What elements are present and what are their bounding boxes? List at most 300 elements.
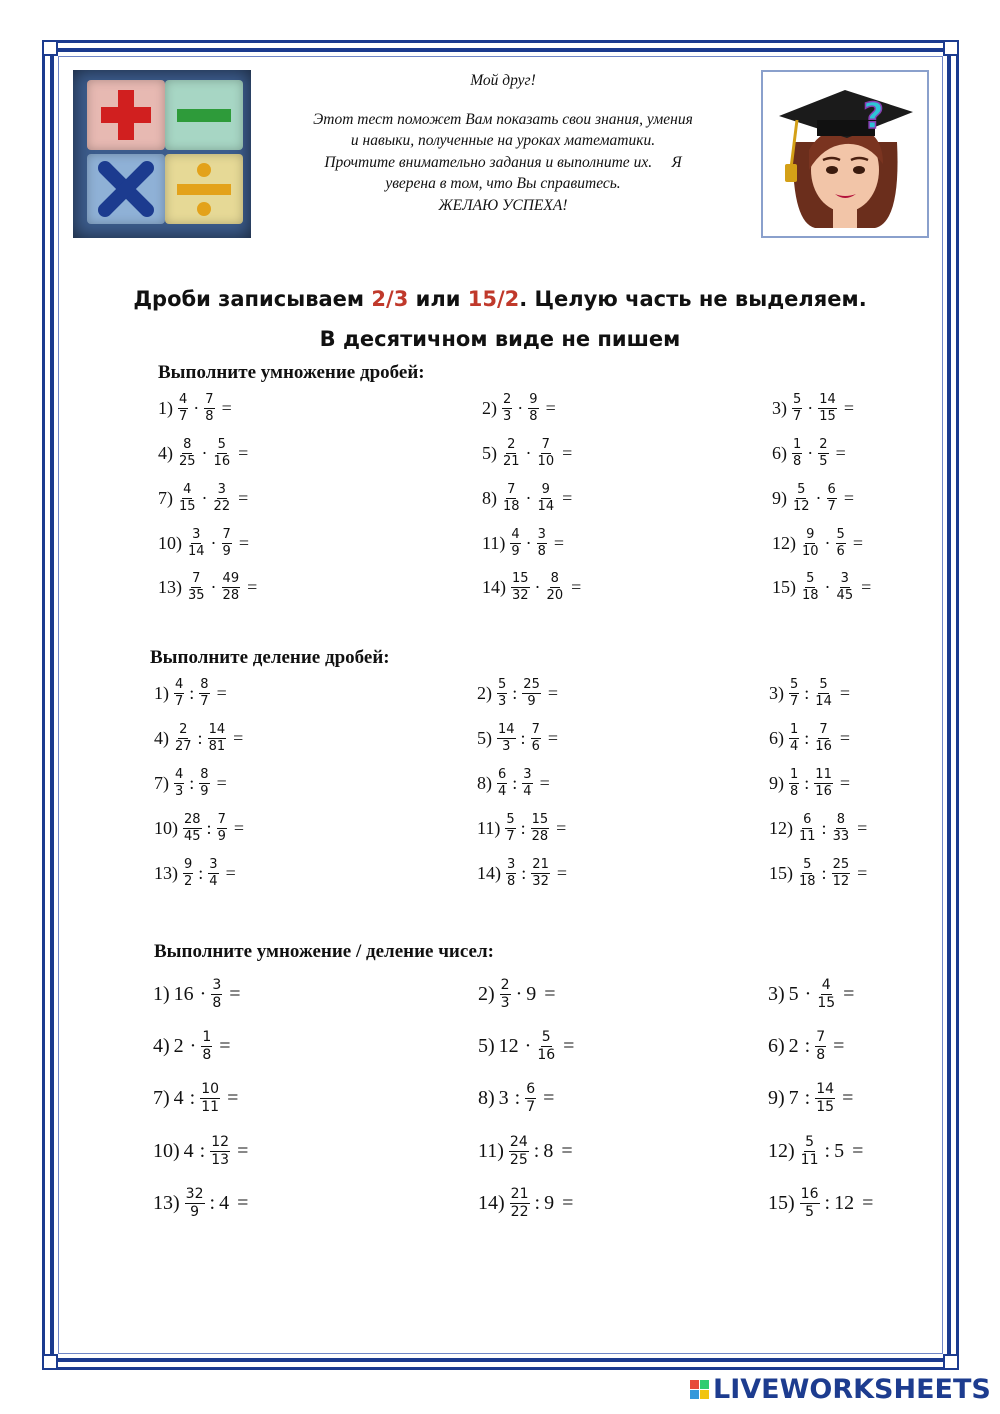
denominator: 14: [188, 544, 205, 559]
denominator: 6: [836, 544, 845, 559]
multiply-operator: ·: [525, 488, 532, 508]
multiply-operator: ·: [517, 398, 524, 418]
numerator: 5: [790, 677, 799, 692]
exercise-problem: [478, 1135, 573, 1168]
multiply-operator: ·: [199, 983, 207, 1005]
plus-icon: [87, 80, 165, 150]
whole-number: 2: [788, 1035, 799, 1057]
denominator: 13: [211, 1152, 230, 1168]
fraction: [827, 483, 837, 514]
equals-sign: =: [563, 1035, 575, 1057]
denominator: 16: [213, 454, 231, 469]
times-tile: [87, 154, 165, 224]
fraction: [183, 813, 202, 844]
problem-number: 11): [477, 818, 501, 838]
fraction: [204, 393, 214, 424]
numerator: 9: [184, 857, 193, 872]
exercise-problem: [154, 858, 236, 889]
numerator: 5: [541, 1029, 551, 1045]
greeting-line: Прочтите внимательно задания и выполните их. Я: [324, 153, 682, 171]
problem-number: 15): [772, 577, 796, 597]
numerator: 21: [510, 1186, 529, 1202]
equals-sign: =: [556, 818, 567, 838]
fraction: [789, 723, 799, 754]
fraction: [211, 978, 222, 1011]
numerator: 5: [797, 482, 806, 497]
denominator: 81: [208, 739, 226, 754]
denominator: 32: [532, 874, 549, 889]
fraction: [836, 528, 846, 559]
fraction: [510, 1187, 530, 1220]
numerator: 8: [183, 437, 192, 452]
divide-operator: :: [199, 1140, 206, 1162]
numerator: 3: [212, 977, 222, 993]
whole-number: 2: [173, 1035, 184, 1057]
equals-sign: =: [227, 1087, 239, 1109]
divide-operator: :: [512, 683, 518, 703]
denominator: 22: [510, 1204, 529, 1220]
fraction: [789, 678, 799, 709]
problem-number: 10): [153, 1140, 180, 1162]
fraction: [798, 858, 817, 889]
numerator: 4: [179, 392, 188, 407]
greeting-line: уверена в том, что Вы справитесь.: [385, 175, 621, 192]
denominator: 8: [537, 544, 546, 559]
numerator: 6: [803, 812, 812, 827]
numerator: 1: [790, 722, 799, 737]
multiply-operator: ·: [525, 533, 532, 553]
teacher-avatar-icon: [763, 72, 927, 236]
divide-operator: :: [521, 863, 527, 883]
exercise-problem: [768, 1082, 853, 1115]
exercise-problem: [153, 1135, 248, 1168]
equals-sign: =: [539, 773, 550, 793]
fraction: [502, 438, 521, 469]
denominator: 7: [506, 829, 515, 844]
whole-number: 5: [788, 983, 799, 1005]
fraction: [217, 813, 227, 844]
exercise-problem: [769, 723, 850, 754]
problem-number: 5): [478, 1035, 495, 1057]
denominator: 9: [527, 694, 536, 709]
equals-sign: =: [229, 983, 241, 1005]
fraction: [201, 1030, 212, 1063]
numerator: 2: [179, 722, 188, 737]
equals-sign: =: [225, 863, 236, 883]
exercise-problem: [154, 768, 227, 799]
numerator: 4: [821, 977, 831, 993]
equals-sign: =: [233, 818, 244, 838]
numerator: 6: [526, 1081, 536, 1097]
fraction: [502, 393, 512, 424]
denominator: 5: [819, 454, 828, 469]
fraction: [816, 978, 836, 1011]
section-title-multiply-fractions: Выполните умножение дробей:: [158, 362, 425, 383]
fraction: [509, 1135, 529, 1168]
denominator: 2: [184, 874, 193, 889]
denominator: 28: [531, 829, 549, 844]
fraction: [815, 1030, 826, 1063]
numerator: 7: [819, 722, 828, 737]
greeting-line: ЖЕЛАЮ УСПЕХА!: [438, 196, 568, 214]
fraction: [208, 723, 227, 754]
equals-sign: =: [833, 1035, 845, 1057]
fraction: [208, 858, 218, 889]
exercise-problem: [482, 438, 572, 469]
problem-number: 14): [482, 577, 506, 597]
exercise-problem: [482, 483, 572, 514]
numerator: 9: [541, 482, 550, 497]
problem-number: 13): [153, 1192, 180, 1214]
numerator: 5: [803, 857, 812, 872]
exercise-problem: [477, 813, 566, 844]
fraction: [814, 723, 833, 754]
exercise-problem: [768, 978, 854, 1011]
numerator: 8: [836, 812, 845, 827]
problem-number: 8): [482, 488, 497, 508]
denominator: 8: [529, 409, 538, 424]
denominator: 3: [500, 995, 510, 1011]
divide-tile: [165, 154, 243, 224]
problem-number: 11): [482, 533, 506, 553]
problem-number: 6): [769, 728, 784, 748]
exercise-problem: [478, 978, 556, 1011]
exercise-problem: [772, 572, 871, 603]
denominator: 9: [190, 1204, 200, 1220]
liveworksheets-logo-icon: [690, 1380, 709, 1399]
denominator: 10: [802, 544, 819, 559]
divide-operator: :: [824, 1140, 831, 1162]
numerator: 5: [498, 677, 507, 692]
denominator: 7: [179, 409, 188, 424]
problem-number: 14): [477, 863, 501, 883]
greeting-line: Этот тест поможет Вам показать свои знания, умения: [313, 110, 693, 128]
fraction: [814, 678, 833, 709]
denominator: 7: [790, 694, 799, 709]
whole-number: 9: [544, 1192, 555, 1214]
fraction: [174, 678, 184, 709]
divide-operator: :: [189, 1087, 196, 1109]
fraction: [818, 438, 828, 469]
denominator: 45: [836, 588, 854, 603]
fraction: [789, 768, 799, 799]
fraction: [800, 1135, 820, 1168]
exercise-problem: [477, 858, 567, 889]
denominator: 3: [503, 409, 512, 424]
fraction: [213, 483, 232, 514]
numerator: 2: [819, 437, 828, 452]
problem-number: 13): [154, 863, 178, 883]
exercise-problem: [772, 393, 854, 424]
equals-sign: =: [839, 773, 850, 793]
multiply-operator: ·: [201, 443, 208, 463]
denominator: 15: [816, 1099, 835, 1115]
exercise-problem: [477, 678, 558, 709]
numerator: 14: [819, 392, 836, 407]
denominator: 15: [819, 409, 836, 424]
fraction: [185, 1187, 205, 1220]
fraction: [801, 528, 820, 559]
fraction: [174, 723, 193, 754]
instruction-line-1: [60, 287, 940, 311]
denominator: 21: [503, 454, 520, 469]
numerator: 7: [541, 437, 550, 452]
watermark-text: LIVEWORKSHEETS: [713, 1374, 991, 1405]
problem-number: 9): [772, 488, 787, 508]
equals-sign: =: [562, 1192, 574, 1214]
problem-number: 14): [478, 1192, 505, 1214]
problem-number: 4): [154, 728, 169, 748]
denominator: 3: [498, 694, 507, 709]
exercise-problem: [153, 1082, 238, 1115]
instruction-highlight: 2/3: [371, 287, 409, 311]
problem-number: 15): [769, 863, 793, 883]
fraction: [511, 572, 530, 603]
math-symbols-image: [73, 70, 251, 238]
fraction: [818, 393, 837, 424]
instruction-text: или: [408, 287, 468, 311]
denominator: 8: [202, 1047, 212, 1063]
problem-number: 3): [772, 398, 787, 418]
numerator: 24: [509, 1134, 528, 1150]
instruction-text: Дроби записываем: [133, 287, 372, 311]
whole-number: 12: [498, 1035, 519, 1057]
denominator: 16: [537, 1047, 556, 1063]
problem-number: 5): [477, 728, 492, 748]
equals-sign: =: [547, 728, 558, 748]
multiply-operator: ·: [210, 533, 217, 553]
denominator: 3: [502, 739, 511, 754]
problem-number: 12): [772, 533, 796, 553]
equals-sign: =: [839, 728, 850, 748]
problem-number: 1): [154, 683, 169, 703]
section-title-divide-fractions: Выполните деление дробей:: [150, 647, 390, 668]
numerator: 1: [793, 437, 802, 452]
teacher-avatar-image: [761, 70, 929, 238]
exercise-problem: [158, 528, 249, 559]
denominator: 11: [799, 829, 816, 844]
equals-sign: =: [852, 533, 863, 553]
denominator: 4: [790, 739, 799, 754]
divide-operator: :: [824, 1192, 831, 1214]
denominator: 15: [179, 499, 196, 514]
whole-number: 8: [543, 1140, 554, 1162]
divide-operator: :: [189, 773, 195, 793]
whole-number: 12: [834, 1192, 855, 1214]
numerator: 7: [816, 1029, 826, 1045]
fraction: [222, 572, 241, 603]
fraction: [537, 528, 547, 559]
equals-sign: =: [839, 683, 850, 703]
problem-number: 1): [153, 983, 170, 1005]
multiply-operator: ·: [804, 983, 812, 1005]
divide-operator: :: [804, 1035, 811, 1057]
equals-sign: =: [852, 1140, 864, 1162]
problem-number: 5): [482, 443, 497, 463]
exercise-problem: [482, 572, 581, 603]
denominator: 4: [498, 784, 507, 799]
equals-sign: =: [842, 1087, 854, 1109]
instruction-line-2: В десятичном виде не пишем: [319, 327, 681, 351]
problem-number: 3): [769, 683, 784, 703]
exercise-problem: [768, 1187, 873, 1220]
fraction: [836, 572, 855, 603]
denominator: 14: [537, 499, 555, 514]
fraction: [801, 572, 820, 603]
equals-sign: =: [221, 398, 232, 418]
border-corner-ornament: [42, 1354, 58, 1370]
exercise-problem: [153, 1187, 248, 1220]
denominator: 6: [531, 739, 540, 754]
whole-number: 4: [173, 1087, 184, 1109]
fraction: [525, 1082, 536, 1115]
numerator: 5: [819, 677, 828, 692]
divide-operator: :: [534, 1192, 541, 1214]
exercise-problem: [482, 393, 556, 424]
numerator: 8: [550, 571, 559, 586]
denominator: 8: [205, 409, 214, 424]
fraction: [528, 393, 538, 424]
denominator: 7: [200, 694, 209, 709]
whole-number: 5: [834, 1140, 845, 1162]
fraction: [832, 813, 851, 844]
problem-number: 4): [153, 1035, 170, 1057]
problem-number: 2): [478, 983, 495, 1005]
numerator: 12: [211, 1134, 230, 1150]
fraction: [814, 768, 833, 799]
divide-operator: :: [512, 773, 518, 793]
denominator: 11: [800, 1152, 819, 1168]
numerator: 7: [192, 571, 201, 586]
divide-icon: [165, 154, 243, 224]
equals-sign: =: [562, 443, 573, 463]
fraction: [210, 1135, 230, 1168]
denominator: 16: [815, 739, 832, 754]
fraction: [497, 768, 507, 799]
fraction: [531, 813, 550, 844]
denominator: 32: [512, 588, 529, 603]
problem-number: 2): [477, 683, 492, 703]
fraction: [497, 678, 507, 709]
multiply-operator: ·: [525, 443, 532, 463]
equals-sign: =: [545, 398, 556, 418]
fraction: [502, 483, 521, 514]
equals-sign: =: [543, 1087, 555, 1109]
equals-sign: =: [238, 533, 249, 553]
denominator: 4: [523, 784, 532, 799]
numerator: 5: [806, 571, 815, 586]
exercise-problem: [769, 768, 850, 799]
divide-operator: :: [206, 818, 212, 838]
equals-sign: =: [233, 728, 244, 748]
problem-number: 4): [158, 443, 173, 463]
denominator: 11: [201, 1099, 220, 1115]
denominator: 3: [175, 784, 184, 799]
denominator: 10: [537, 454, 555, 469]
whole-number: 4: [219, 1192, 230, 1214]
fraction: [222, 528, 232, 559]
exercise-problem: [769, 678, 850, 709]
multiply-operator: ·: [807, 398, 814, 418]
whole-number: 9: [526, 983, 537, 1005]
equals-sign: =: [862, 1192, 874, 1214]
greeting-line: Мой друг!: [470, 72, 536, 89]
numerator: 9: [806, 527, 815, 542]
divide-operator: :: [821, 863, 827, 883]
exercise-problem: [769, 813, 867, 844]
equals-sign: =: [237, 1140, 249, 1162]
fraction: [199, 768, 209, 799]
denominator: 18: [799, 874, 816, 889]
exercise-problem: [158, 572, 257, 603]
exercise-problem: [477, 723, 558, 754]
numerator: 15: [512, 571, 529, 586]
exercise-problem: [153, 1030, 231, 1063]
numerator: 32: [185, 1186, 204, 1202]
fraction: [200, 1082, 220, 1115]
border-corner-ornament: [42, 40, 58, 56]
numerator: 14: [208, 722, 226, 737]
problem-number: 2): [482, 398, 497, 418]
divide-operator: :: [804, 773, 810, 793]
denominator: 7: [175, 694, 184, 709]
multiply-operator: ·: [824, 533, 831, 553]
equals-sign: =: [544, 983, 556, 1005]
liveworksheets-watermark: [690, 1374, 991, 1405]
equals-sign: =: [857, 818, 868, 838]
numerator: 10: [201, 1081, 220, 1097]
exercise-problem: [478, 1082, 554, 1115]
numerator: 49: [222, 571, 240, 586]
plus-tile: [87, 80, 165, 150]
divide-operator: :: [189, 683, 195, 703]
denominator: 9: [511, 544, 520, 559]
denominator: 7: [793, 409, 802, 424]
numerator: 7: [205, 392, 214, 407]
divide-operator: :: [821, 818, 827, 838]
numerator: 3: [192, 527, 201, 542]
problem-number: 6): [772, 443, 787, 463]
whole-number: 7: [788, 1087, 799, 1109]
numerator: 7: [507, 482, 516, 497]
numerator: 4: [183, 482, 192, 497]
problem-number: 7): [153, 1087, 170, 1109]
equals-sign: =: [216, 683, 227, 703]
fraction: [213, 438, 232, 469]
equals-sign: =: [571, 577, 582, 597]
numerator: 14: [498, 722, 515, 737]
denominator: 8: [507, 874, 516, 889]
fraction: [792, 483, 811, 514]
equals-sign: =: [238, 488, 249, 508]
problem-number: 12): [769, 818, 793, 838]
equals-sign: =: [547, 683, 558, 703]
exercise-problem: [158, 393, 232, 424]
problem-number: 8): [478, 1087, 495, 1109]
denominator: 25: [509, 1152, 528, 1168]
problem-number: 9): [768, 1087, 785, 1109]
numerator: 15: [531, 812, 549, 827]
exercise-problem: [768, 1030, 844, 1063]
divide-operator: :: [514, 1087, 521, 1109]
numerator: 2: [500, 977, 510, 993]
fraction: [800, 1187, 820, 1220]
numerator: 4: [511, 527, 520, 542]
fraction: [537, 438, 556, 469]
exercise-problem: [478, 1187, 573, 1220]
fraction: [187, 572, 206, 603]
multiply-operator: ·: [534, 577, 541, 597]
